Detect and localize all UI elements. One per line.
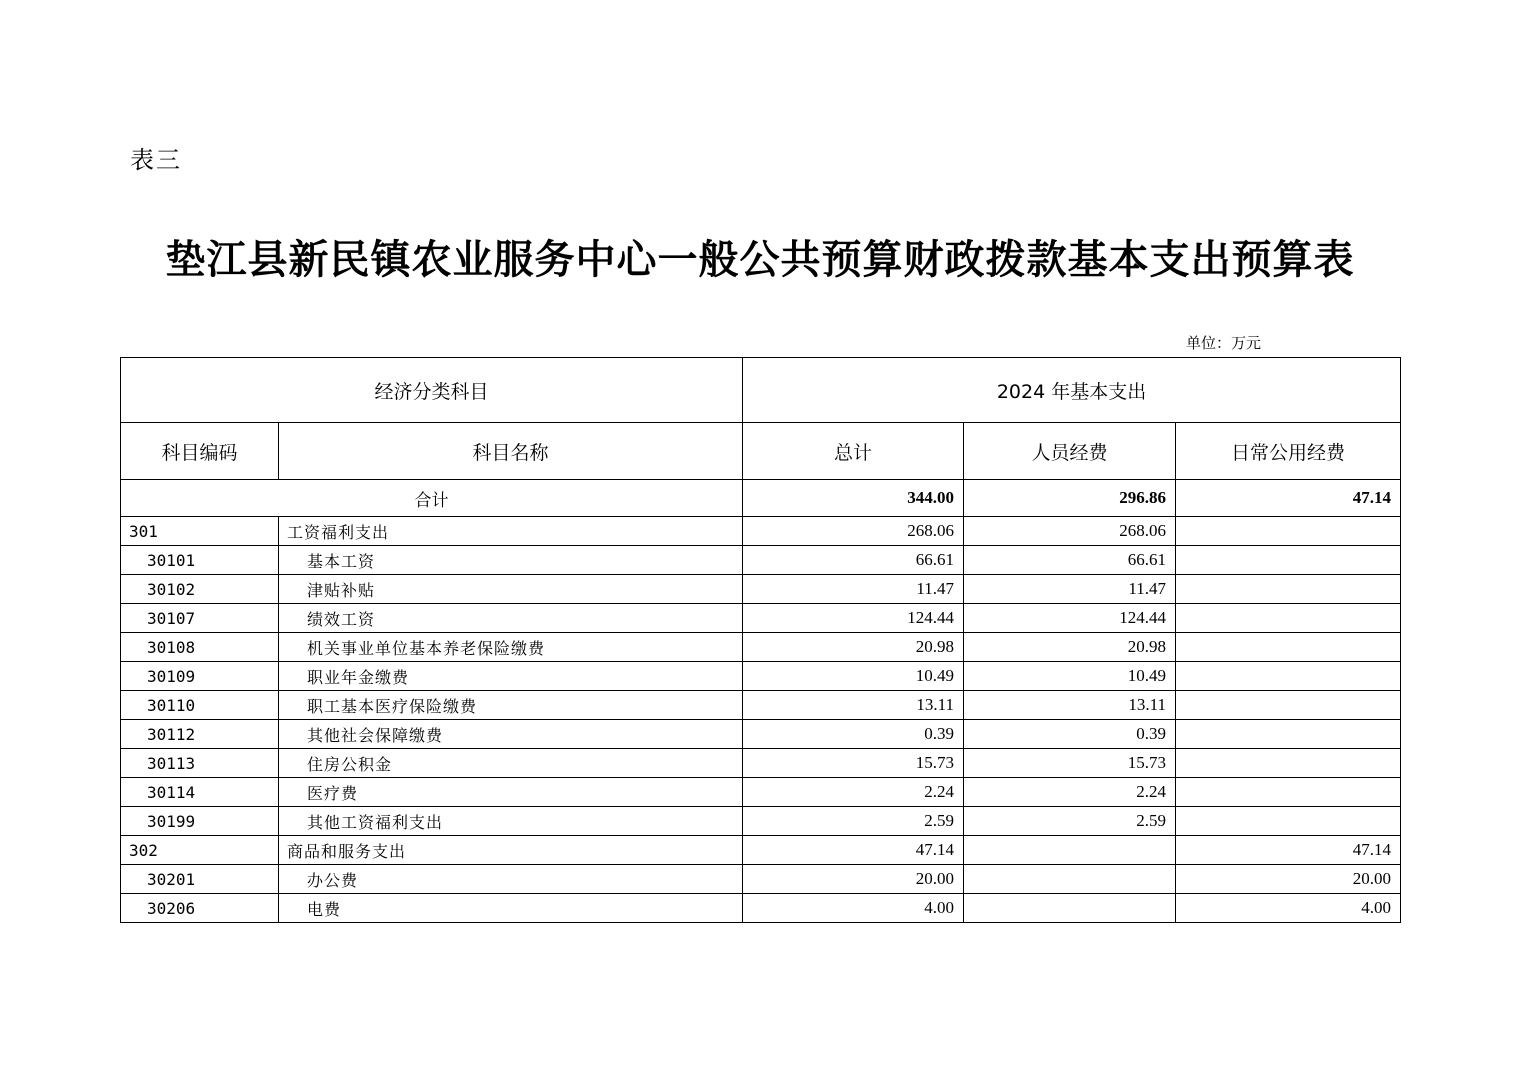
table-row [121,807,1401,836]
header-subject-name: 科目名称 [279,423,743,480]
row-code: 30110 [121,691,279,720]
header-public-expense: 日常公用经费 [1176,423,1401,480]
total-public: 47.14 [1176,480,1401,517]
row-personnel: 2.59 [964,807,1176,836]
row-personnel: 10.49 [964,662,1176,691]
row-personnel [964,865,1176,894]
total-amount: 344.00 [743,480,964,517]
row-personnel: 13.11 [964,691,1176,720]
header-row-columns [121,423,1401,480]
row-total: 10.49 [743,662,964,691]
row-code: 302 [121,836,279,865]
row-code: 30206 [121,894,279,923]
row-total: 47.14 [743,836,964,865]
table-row [121,836,1401,865]
row-personnel: 124.44 [964,604,1176,633]
row-name: 其他工资福利支出 [279,807,743,836]
row-total: 66.61 [743,546,964,575]
row-code: 30107 [121,604,279,633]
row-code: 30199 [121,807,279,836]
header-economic-category: 经济分类科目 [121,358,743,423]
row-total: 15.73 [743,749,964,778]
row-public [1176,720,1401,749]
table-row [121,517,1401,546]
row-total: 2.59 [743,807,964,836]
row-name: 医疗费 [279,778,743,807]
header-row-group [121,358,1401,423]
row-personnel [964,836,1176,865]
row-public: 4.00 [1176,894,1401,923]
row-total: 2.24 [743,778,964,807]
budget-table [120,357,1401,923]
row-public [1176,778,1401,807]
total-label: 合计 [121,480,743,517]
row-public [1176,517,1401,546]
row-personnel: 2.24 [964,778,1176,807]
table-row [121,662,1401,691]
row-name: 商品和服务支出 [279,836,743,865]
row-code: 30101 [121,546,279,575]
row-name: 绩效工资 [279,604,743,633]
row-public [1176,749,1401,778]
table-row [121,894,1401,923]
row-total: 13.11 [743,691,964,720]
row-public [1176,807,1401,836]
table-label: 表三 [130,146,182,174]
row-name: 津贴补贴 [279,575,743,604]
row-public [1176,575,1401,604]
row-name: 基本工资 [279,546,743,575]
row-personnel: 11.47 [964,575,1176,604]
row-name: 工资福利支出 [279,517,743,546]
row-total: 20.98 [743,633,964,662]
total-row [121,480,1401,517]
row-code: 30201 [121,865,279,894]
row-name: 机关事业单位基本养老保险缴费 [279,633,743,662]
row-public [1176,691,1401,720]
table-row [121,575,1401,604]
row-total: 268.06 [743,517,964,546]
unit-label: 单位：万元 [1186,334,1262,352]
table-row [121,604,1401,633]
row-public [1176,604,1401,633]
row-personnel: 0.39 [964,720,1176,749]
header-total: 总计 [743,423,964,480]
row-total: 20.00 [743,865,964,894]
document-title: 垫江县新民镇农业服务中心一般公共预算财政拨款基本支出预算表 [165,236,1355,283]
row-code: 30109 [121,662,279,691]
row-public [1176,633,1401,662]
row-name: 职工基本医疗保险缴费 [279,691,743,720]
header-personnel-expense: 人员经费 [964,423,1176,480]
row-public [1176,546,1401,575]
row-personnel: 20.98 [964,633,1176,662]
table-row [121,546,1401,575]
table-row [121,720,1401,749]
row-total: 124.44 [743,604,964,633]
row-code: 30113 [121,749,279,778]
row-code: 30112 [121,720,279,749]
row-code: 301 [121,517,279,546]
row-personnel: 268.06 [964,517,1176,546]
header-subject-code: 科目编码 [121,423,279,480]
row-name: 电费 [279,894,743,923]
row-total: 4.00 [743,894,964,923]
row-name: 其他社会保障缴费 [279,720,743,749]
row-total: 0.39 [743,720,964,749]
row-total: 11.47 [743,575,964,604]
row-code: 30114 [121,778,279,807]
row-code: 30108 [121,633,279,662]
row-public: 20.00 [1176,865,1401,894]
row-name: 办公费 [279,865,743,894]
row-personnel [964,894,1176,923]
table-row [121,749,1401,778]
header-basic-expenditure-year: 2024 年基本支出 [743,358,1401,423]
row-personnel: 66.61 [964,546,1176,575]
row-public [1176,662,1401,691]
table-row [121,865,1401,894]
table-row [121,778,1401,807]
table-row [121,691,1401,720]
row-name: 住房公积金 [279,749,743,778]
total-personnel: 296.86 [964,480,1176,517]
row-personnel: 15.73 [964,749,1176,778]
table-row [121,633,1401,662]
row-public: 47.14 [1176,836,1401,865]
row-name: 职业年金缴费 [279,662,743,691]
row-code: 30102 [121,575,279,604]
